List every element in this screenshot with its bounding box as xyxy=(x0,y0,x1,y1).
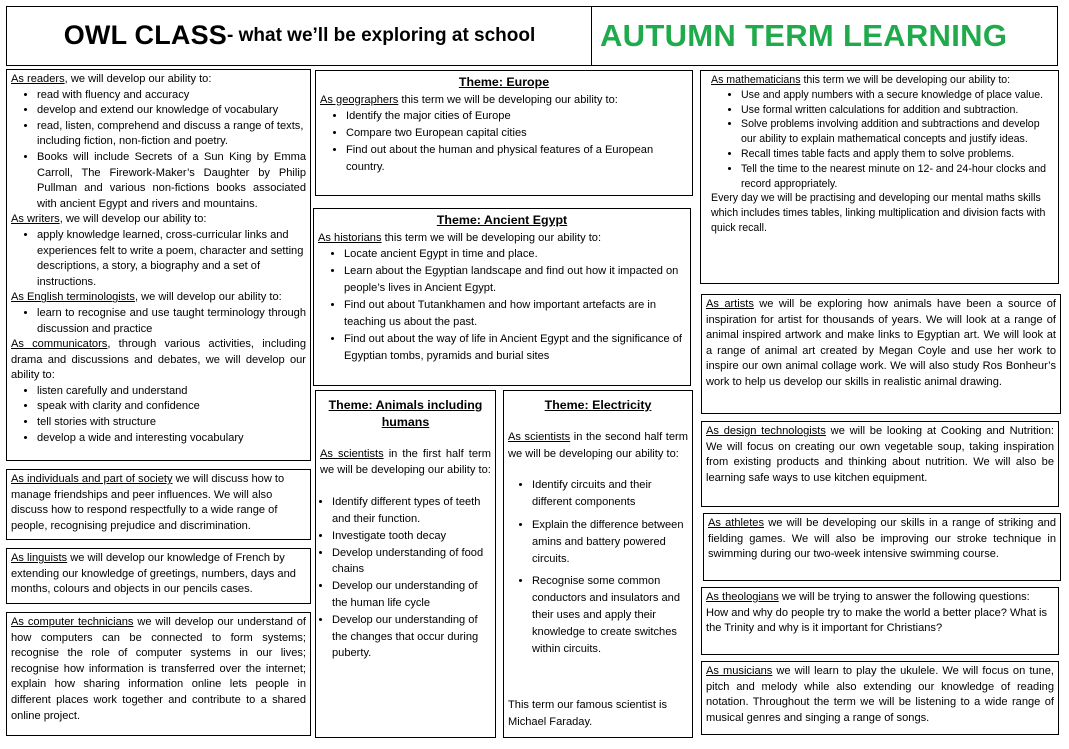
artists-heading: As artists xyxy=(706,298,754,310)
writers-heading: As writers xyxy=(11,213,60,226)
famous-scientist: This term our famous scientist is Michael Faraday. xyxy=(508,699,668,729)
design-text: we will be looking at Cooking and Nutrition: We will focus on creating our own vegetable soup, taking inspiration from existing products and thinking about nutrition. We will also be learning safe ways to use kitchen equipment. xyxy=(706,425,1054,484)
maths-box xyxy=(700,70,1059,284)
list-item: • Find out about the way of life in Ancient Egypt and the significance of Egyptian tombs, pyramids and burial sites xyxy=(344,331,686,365)
terminologists-heading: As English terminologists xyxy=(11,291,135,304)
electricity-intro: in the second half term we will be developing our ability to: xyxy=(508,430,688,460)
art-box xyxy=(701,294,1061,414)
historians-intro: this term we will be developing our ability to: xyxy=(381,231,602,244)
list-item: • develop and extend our knowledge of vocabulary xyxy=(37,103,306,119)
list-item: • Tell the time to the nearest minute on 12- and 24-hour clocks and record appropriately. xyxy=(741,162,1054,192)
readers-list xyxy=(11,88,306,213)
electricity-box xyxy=(503,390,693,738)
dt-box xyxy=(701,421,1059,507)
list-item: • read with fluency and accuracy xyxy=(37,88,306,104)
animals-box xyxy=(315,390,496,738)
animals-theme-title: Theme: Animals including humans xyxy=(328,398,483,429)
list-item: • Recognise some common conductors and insulators and their uses and apply their knowledge to create switches within circuits. xyxy=(532,573,688,657)
maths-intro: this term we will be developing our ability to: xyxy=(800,74,1011,86)
list-item: • Explain the difference between amins and battery powered circuits. xyxy=(532,517,688,567)
theologians-text: we will be trying to answer the following questions: How and why do people try to make the world a better place? What is the Trinity and why is it important for Christians? xyxy=(706,591,1048,635)
class-title: OWL CLASS xyxy=(63,20,228,51)
list-item: • Books will include Secrets of a Sun King by Emma Carroll, The Firework-Maker’s Daughter by Philip Pullman and various non-fictions books associated with ancient Egypt and rivers and mountains. xyxy=(37,150,306,212)
list-item: • listen carefully and understand xyxy=(37,384,306,400)
athletes-text: we will be developing our skills in a range of striking and fielding games. We will also be improving our stroke technique in swimming during our two-week intensive swimming course. xyxy=(708,517,1056,561)
list-item: • develop a wide and interesting vocabulary xyxy=(37,431,306,447)
list-item: • Identify circuits and their different components xyxy=(532,477,688,511)
writers-list xyxy=(11,228,306,290)
list-item: • Use formal written calculations for addition and subtraction. xyxy=(741,103,1054,118)
scientists-heading-2: As scientists xyxy=(508,430,571,443)
linguists-heading: As linguists xyxy=(11,552,68,564)
list-item: • speak with clarity and confidence xyxy=(37,399,306,415)
linguists-text: we will develop our knowledge of French by extending our knowledge of greetings, numbers, days and months, colours and objects in our pencils cases. xyxy=(11,552,296,596)
english-box xyxy=(6,69,311,461)
historians-heading: As historians xyxy=(318,231,382,244)
list-item: • learn to recognise and use taught terminology through discussion and practice xyxy=(37,306,306,337)
list-item: • Learn about the Egyptian landscape and find out how it impacted on people’s lives in Ancient Egypt. xyxy=(344,263,686,297)
list-item: • Recall times table facts and apply them to solve problems. xyxy=(741,147,1054,162)
pshe-box xyxy=(6,469,311,540)
maths-footer: Every day we will be practising and developing our mental maths skills which includes times tables, linking multiplication and division facts with quick recall. xyxy=(711,192,1046,234)
europe-box xyxy=(315,70,693,196)
musicians-text: we will learn to play the ukulele. We will focus on tune, pitch and melody while also extending our knowledge of reading notation. Throughout the term we will be listening to a wide range of musical genres and singing a range of songs. xyxy=(706,665,1054,724)
musicians-heading: As musicians xyxy=(706,665,773,677)
egypt-box xyxy=(313,208,691,386)
geographers-intro: this term we will be developing our ability to: xyxy=(398,93,618,106)
french-box xyxy=(6,548,311,604)
animals-intro: in the first half term we will be developing our ability to: xyxy=(320,447,491,477)
list-item: • Identify different types of teeth and their function. xyxy=(332,494,491,528)
list-item: • apply knowledge learned, cross-curricular links and experiences felt to write a poem, character and setting descriptions, a story, a biography and a set of instructions. xyxy=(37,228,306,290)
electricity-list xyxy=(508,477,688,657)
egypt-theme-title: Theme: Ancient Egypt xyxy=(436,213,568,227)
design-heading: As design technologists xyxy=(706,425,826,437)
pe-box xyxy=(703,513,1061,581)
computing-box xyxy=(6,612,311,736)
readers-intro: , we will develop our ability to: xyxy=(64,73,212,85)
list-item: • Compare two European capital cities xyxy=(346,125,688,142)
header-term-title-box xyxy=(591,6,1058,66)
readers-heading: As readers xyxy=(11,73,65,85)
mathematicians-heading: As mathematicians xyxy=(711,74,801,86)
communicators-heading: As communicators xyxy=(11,338,108,351)
electricity-theme-title: Theme: Electricity xyxy=(544,398,652,412)
list-item: • Develop understanding of food chains xyxy=(332,545,491,579)
terminologists-list xyxy=(11,306,306,337)
animals-list xyxy=(320,494,491,662)
list-item: • Use and apply numbers with a secure knowledge of place value. xyxy=(741,88,1054,103)
maths-list xyxy=(705,88,1054,192)
re-box xyxy=(701,587,1059,655)
scientists-heading-1: As scientists xyxy=(320,447,384,460)
list-item: • Develop our understanding of the changes that occur during puberty. xyxy=(332,612,491,662)
list-item: • Identify the major cities of Europe xyxy=(346,108,688,125)
list-item: • Develop our understanding of the human life cycle xyxy=(332,578,491,612)
egypt-list xyxy=(318,246,686,365)
list-item: • Investigate tooth decay xyxy=(332,528,491,545)
music-box xyxy=(701,661,1059,735)
list-item: • read, listen, comprehend and discuss a range of texts, including fiction, non-fiction and poetry. xyxy=(37,119,306,150)
europe-theme-title: Theme: Europe xyxy=(458,75,550,89)
athletes-heading: As athletes xyxy=(708,517,764,529)
term-title: AUTUMN TERM LEARNING xyxy=(600,18,1008,54)
writers-intro: , we will develop our ability to: xyxy=(59,213,207,226)
list-item: • Solve problems involving addition and subtractions and develop our ability to explain mathematical concepts and justify ideas. xyxy=(741,117,1054,147)
list-item: • tell stories with structure xyxy=(37,415,306,431)
computer-text: we will develop our understand of how computers can be connected to form systems; recognise the role of computer systems in our lives; recognise how information is transferred over the internet; explain how sharing information online lets people in different places work together and contribute to a shared online project. xyxy=(11,616,307,722)
list-item: • Locate ancient Egypt in time and place. xyxy=(344,246,686,263)
geographers-heading: As geographers xyxy=(320,93,399,106)
list-item: • Find out about Tutankhamen and how important artefacts are in teaching us about the past. xyxy=(344,297,686,331)
individuals-heading: As individuals and part of society xyxy=(11,473,173,485)
individuals-text: we will discuss how to manage friendships and peer influences. We will also discuss how to respond respectfully to a wide range of people, recognising prejudice and discrimination. xyxy=(11,473,285,532)
communicators-intro: , through various activities, including drama and discussions and debates, we will develop our ability to: xyxy=(11,338,306,382)
theologians-heading: As theologians xyxy=(706,591,779,603)
terminologists-intro: , we will develop our ability to: xyxy=(134,291,282,304)
communicators-list xyxy=(11,384,306,446)
computer-heading: As computer technicians xyxy=(11,616,134,628)
artists-text: we will be exploring how animals have been a source of inspiration for artist for thousands of years. We will look at a range of animal inspired artwork and make links to Egyptian art. We will look at a range of animal art created by Megan Coyle and use her work to inspire our own animal collage work. We will also study Ros Bonheur’s work to help us develop our skills in realistic animal drawing. xyxy=(706,298,1056,388)
list-item: • Find out about the human and physical features of a European country. xyxy=(346,142,688,176)
europe-list xyxy=(320,108,688,176)
class-subtitle: - what we’ll be exploring at school xyxy=(227,25,536,47)
header-class-title-box xyxy=(6,6,592,66)
